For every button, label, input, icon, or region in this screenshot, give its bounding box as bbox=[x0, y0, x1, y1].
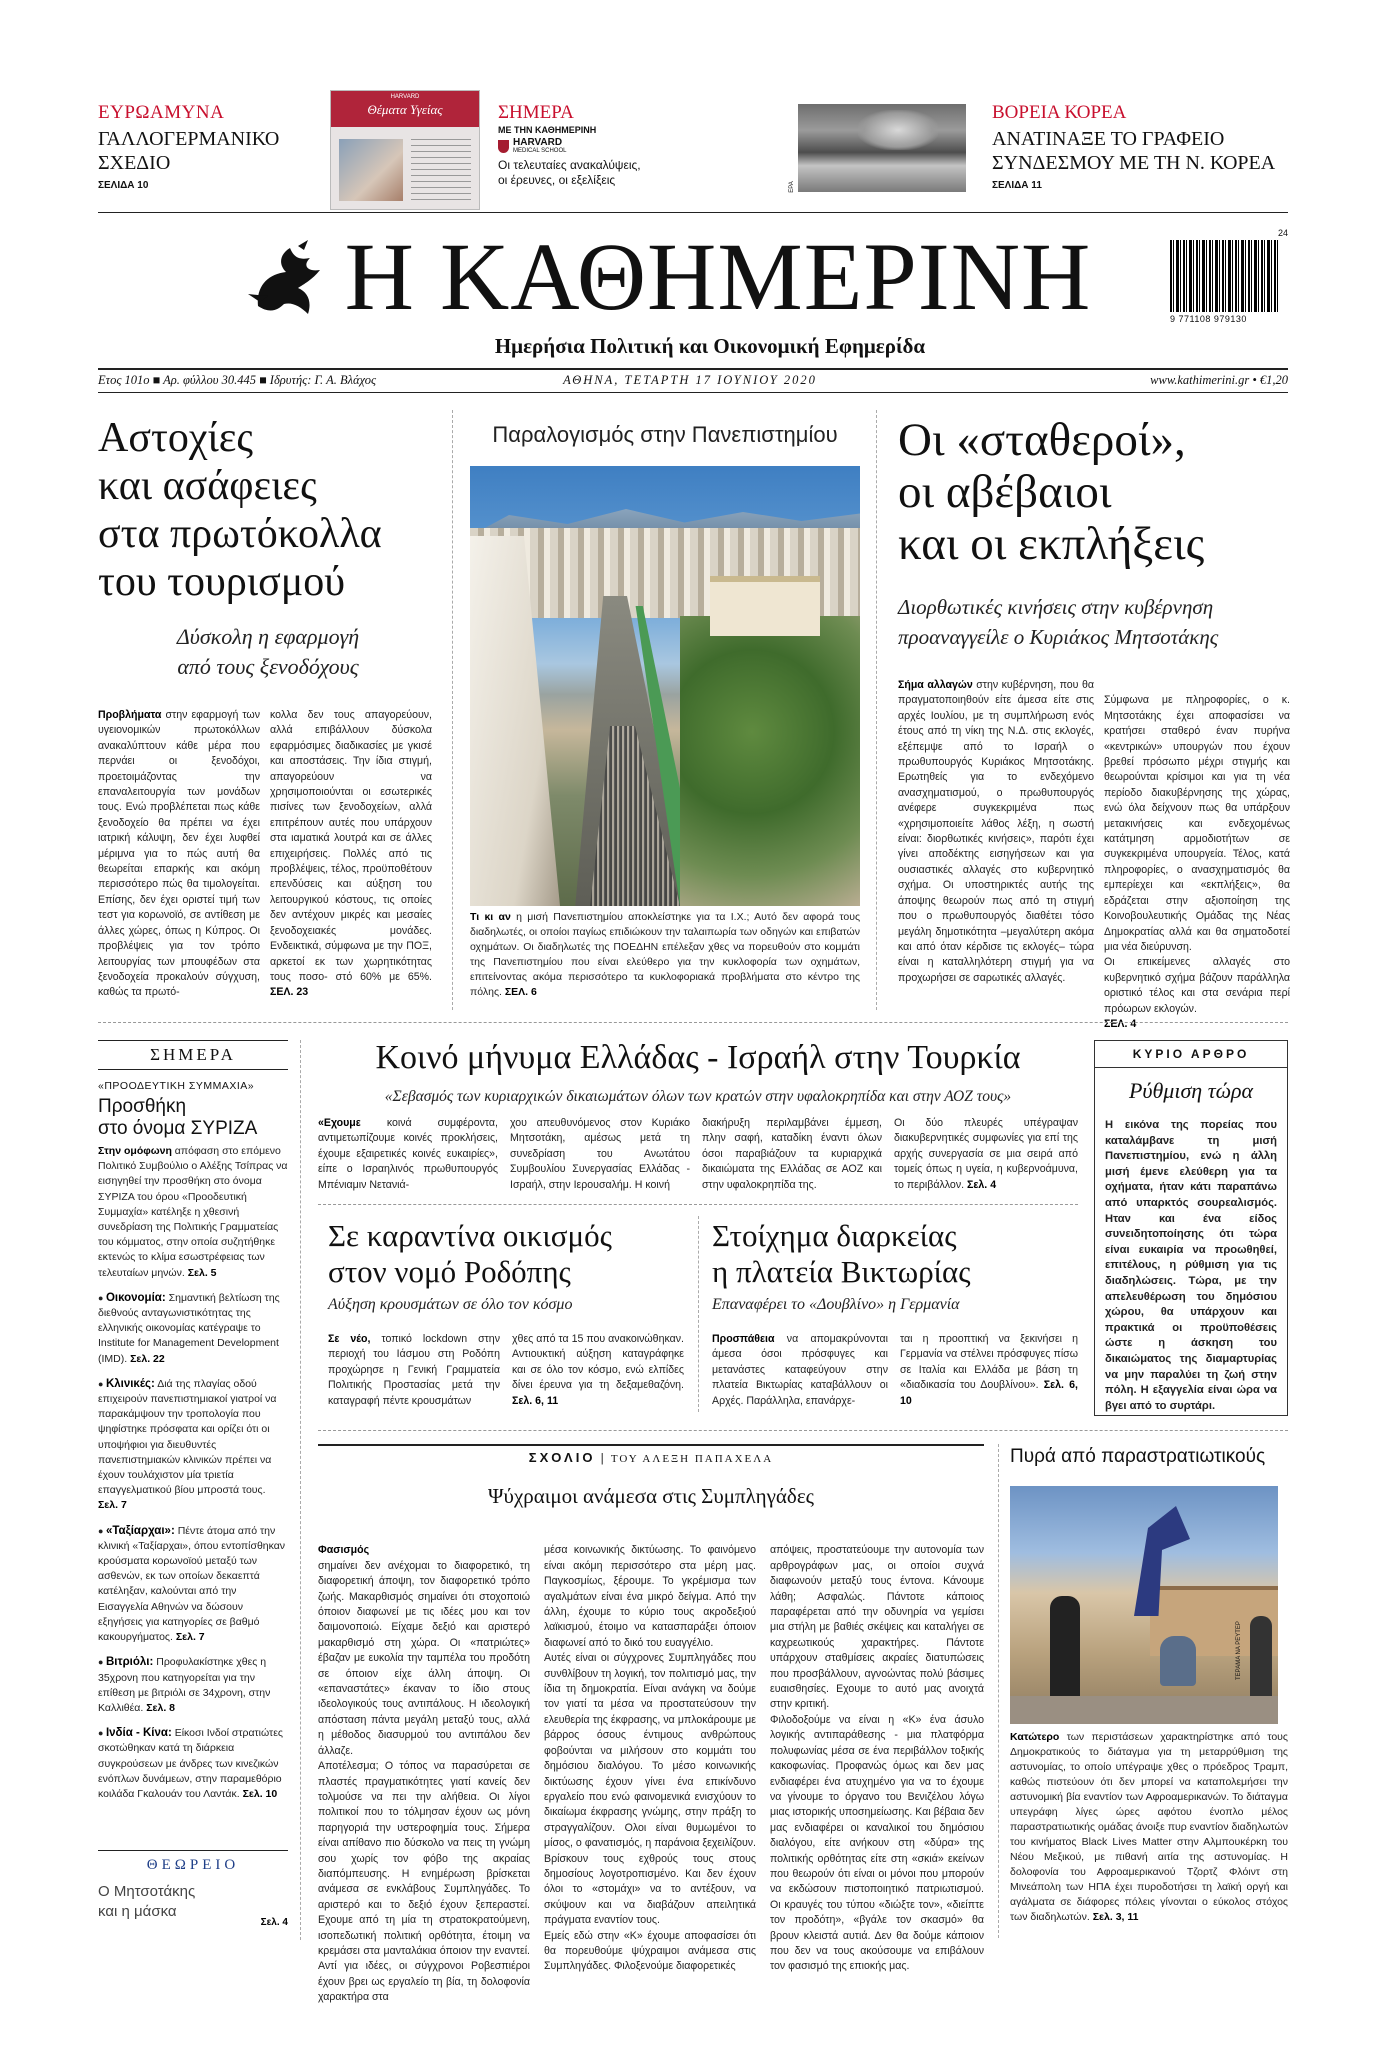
magazine-cover[interactable] bbox=[330, 90, 480, 210]
university-caption-lead: Τι κι αν bbox=[470, 911, 511, 923]
simera-sidebar bbox=[98, 1040, 288, 1940]
commentary-title[interactable]: Ψύχραιμοι ανάμεσα στις Συμπληγάδες bbox=[488, 1484, 814, 1508]
commentary-text-col3: απόψεις, προστατεύουμε την αυτονομία των αρθρογράφων μας, οι οποίοι συχνά διαφωνούν μεταξύ τους έντονα. Κάνουμε λάθη; Ασφαλώς. Πάντοτε κάποιος παραφέρεται από την οδυνηρία να γεμίσει μια στήλη με βαθιές σκέψεις και καταλήγει σε καχρεωτικούς χαρακτήρες. Πάντοτε υπάρχουν σταθμίσεις ακραίες διατυπώσεις που προσβάλλουν, αγνοώντας πολύ βάσιμες ευαισθησίες. Εχουμε το αυτό μας ανοιχτά στην κριτική. Φιλοδοξούμε να είναι η «Κ» ένα άσυλο λογικής αντιπαράθεσης - μια πλατφόρμα πολυφωνίας μέσα σε ένα περιβάλλον τοξικής κακοφωνίας. Προφανώς όμως και δεν μας ενδιαφέρει ένα ατυχημένο για να το έχουμε να γίνουμε το όργανο του Βενιζέλου λόγω μιας ιστορικής υποσημείωσης. Και βέβαια δεν μας ενδιαφέρει οι καναλικοί του δημόσιου διαλόγου, είτε ανήκουν στη «δύρα» της πολιτικής ορθότητας είτε στη «σκιά» εκείνων που θεωρούν ότι είναι οι μόνοι που μπορούν να εκδώσουν πιστοποιητικό πατριωτισμού. Οι κραυγές του τύπου «διώξτε τον», «διείπτε τον προδότη», «βγάλε τον σκασμό» θα βρουν κλειστά αυτιά. Δεν θα δούμε κάποιον που δεν να τους ακούσουμε να επιβάλουν τον φασισμό της επιοκής μας. bbox=[770, 1544, 984, 1973]
tourism-page-ref: ΣΕΛ. 23 bbox=[270, 986, 309, 999]
commentary-body-col1 bbox=[318, 1528, 530, 2004]
commentary-label: ΣΧΟΛΙΟ bbox=[528, 1450, 596, 1465]
rodopi-body-col1 bbox=[328, 1332, 500, 1412]
simera-brief-text: Προφυλακίστηκε χθες η 35χρονη που κατηγορείται για την επίθεση με βιτριόλι σε 34χρονη, στην Καλλιθέα. bbox=[98, 1656, 271, 1714]
griffin-icon bbox=[238, 236, 338, 326]
simera-brief-item[interactable] bbox=[98, 1377, 288, 1514]
simera-brief-title: Ινδία - Κίνα: bbox=[105, 1727, 172, 1740]
barcode bbox=[1170, 228, 1288, 328]
teaser-right-title bbox=[992, 127, 1312, 175]
israel-body-col1 bbox=[318, 1116, 498, 1194]
victoria-headline-line: Στοίχημα διαρκείας bbox=[712, 1218, 957, 1253]
photo-person-2 bbox=[1160, 1636, 1196, 1686]
commentary-text-col1: σημαίνει δεν ανέχομαι το διαφορετικό, τη διαφορετική άποψη, τον διαφορετικό τρόπο ζωής. Μακαρθισμός σημαίνει ότι στοχοποιώ όποιον διαφωνεί με τις ιδέες μου και τον δαιμονοποιώ. Είχαμε δεξιό και αριστερό μακαρθισμό στη χώρα. Οι «πατριώτες» έβαζαν με ευκολία την ταμπέλα του προδότη σε όποιον είχε άλλη άποψη. Οι «επαναστάτες» έκαναν το ίδιο στους ιδεολογικούς τους αντιπάλους. Η ιδεολογική απόσταση πάντα μεγάλη μεταξύ τους, αλλά η μέθοδος διασυρμού του αντιπάλου δεν άλλαζε. Αποτέλεσμα; Ο τόπος να παρασύρεται σε πλαστές πραγματικότητες γιατί κανείς δεν τολμούσε να πει την αλήθεια. Οι λίγοι πολιτικοί που το τόλμησαν έχουν ως μόνη παρηγοριά την υστεροφημία τους. Σήμερα είναι απίθανο πιο δύσκολο να πεις τη γνώμη σου χωρίς τον φόβο της ακραίας διαπόμπευσης. Η ενημέρωση βρίσκεται ανάμεσα σε ενκλάβους Συμπληγάδες. Το αριστερό και το δεξιό έχουν ξεπεραστεί. Εχουμε από τη μία τη στρατοκρατούμενη, ισοπεδωτική πολιτική ορθότητα, έτοιμη να κρεμάσει στα μανταλάκια όποιον την εναντεί. Αντί για ιδέες, οι σύγχρονοι Ροβεσπιέροι έχουν βρει ως εργαλείο τη βία, τη δολοφονία χαρακτήρα στα bbox=[318, 1559, 530, 2004]
paramilitary-headline: Πυρά από παραστρατιωτικούς bbox=[1010, 1446, 1266, 1467]
commentary-body-col2 bbox=[544, 1528, 756, 1973]
col-divider bbox=[300, 1040, 301, 1940]
rodopi-text-col1: τοπικό lockdown στην περιοχή του Ιάσμου στη Ροδόπη προχώρησε η Γενική Γραμματεία Πολιτικής Προστασίας μετά την καταγραφή πέντε κρουσμάτων bbox=[328, 1333, 500, 1407]
israel-body-col4 bbox=[894, 1116, 1078, 1194]
tourism-headline[interactable] bbox=[98, 414, 438, 606]
simera-brief-title: «Ταξίαρχαι»: bbox=[105, 1524, 175, 1537]
harvard-brand-sub: MEDICAL SCHOOL bbox=[513, 148, 567, 154]
paramilitary-caption bbox=[1010, 1730, 1288, 1938]
commentary-author: ΤΟΥ ΑΛΕΞΗ ΠΑΠΑΧΕΛΑ bbox=[610, 1453, 774, 1465]
dateline-right: www.kathimerini.gr • €1,20 bbox=[1150, 373, 1288, 387]
commentary-text-col2: μέσα κοινωνικής δικτύωσης. Το φαινόμενο είναι ακόμη περισσότερο στα μέρη μας. Παγκοσμίως, ξέρουμε. Το γκρέμισμα των αγαλμάτων είναι ένα μικρό δείγμα. Από την άλλη, έχουμε το κύριο τους ακροδεξιού λαϊκισμού, έτοιμο να κατασπαράξει όποιον διαφωνεί από το δικό του ευαγγέλιο. Αυτές είναι οι σύγχρονες Συμπληγάδες που συνθλίβουν τη λογική, τον πολιτισμό μας, την ίδια τη δημοκρατία. Είναι ανάγκη να δούμε τον γιατί τα μέσα να προστατεύσουν την ελευθερία της έκφρασης, να μπλοκάρουμε με βάρρος όσους έντιμους ανθρώπους φοβούνται να μιλήσουν στο κομμάτι του δημόσιου διαλόγου. Το μέσο κοινωνικής δικτύωσης έχουν γίνει ένα επικίνδυνο εργαλείο που ενώ φαινομενικά ενισχύουν το δικαίωμα έκφρασης γνώμης, στην πράξη το στραγγαλίζουν. Ολοι είναι θυμωμένοι το μίσος, ο φανατισμός, η παράνοια ξεχειλίζουν. Βρίσκουν τους εχθρούς τους στους δημοσίους λογοτροπισμένο. Και δεν έχουν όλοι το «στομάχι» να το αντέξουν, να σκύψουν και να διαβάζουν απειλητικά πράγματα εναντίον τους. Εμείς εδώ στην «Κ» έχουμε αποφασίσει ότι θα πορευθούμε ψύχραιμοι ανάμεσα στις Συμπληγάδες. Φιλοξενούμε διαφορετικές bbox=[544, 1544, 756, 1973]
simera-brief-item[interactable] bbox=[98, 1655, 288, 1716]
cabinet-subtitle-line: Διορθωτικές κινήσεις στην κυβέρνηση bbox=[898, 595, 1214, 619]
cabinet-page-ref: ΣΕΛ. 4 bbox=[1104, 1017, 1137, 1030]
tourism-subtitle bbox=[98, 622, 438, 682]
theoreio-title bbox=[98, 1882, 288, 1922]
rodopi-headline-line: στον νομό Ροδόπης bbox=[328, 1254, 571, 1289]
theoreio-title-line: και η μάσκα bbox=[98, 1903, 177, 1920]
theoreio-page-ref: Σελ. 4 bbox=[260, 1917, 288, 1928]
teaser-middle-desc-line: οι έρευνες, οι εξελίξεις bbox=[498, 173, 616, 187]
simera-brief-title: Οικονομία: bbox=[105, 1291, 166, 1304]
israel-text-col2: χου απευθυνόμενος στον Κυριάκο Μητσοτάκη, αμέσως μετά τη συνεδρίαση του Ανωτάτου Συμβουλίου Συνεργασίας Ελλάδας - Ισραήλ, στην Ιερουσαλήμ. Η κοινή bbox=[510, 1117, 690, 1191]
simera-header-text: ΣΗΜΕΡΑ bbox=[150, 1045, 236, 1064]
cabinet-body-col2 bbox=[1104, 678, 1290, 1030]
tourism-headline-line: Αστοχίες bbox=[98, 415, 254, 461]
teaser-left-title-line: ΓΑΛΛΟΓΕΡΜΑΝΙΚΟ bbox=[98, 128, 280, 150]
rodopi-page-ref: Σελ. 6, 11 bbox=[512, 1394, 559, 1407]
editorial-box[interactable] bbox=[1094, 1040, 1288, 1416]
harvard-logo bbox=[498, 138, 718, 155]
simera-brief-item[interactable] bbox=[98, 1524, 288, 1646]
magazine-lines bbox=[411, 139, 471, 201]
simera-brief-item[interactable] bbox=[98, 1726, 288, 1802]
teaser-left-kicker: ΕΥΡΩΑΜΥΝΑ bbox=[98, 102, 225, 123]
victoria-text-col1: να απομακρύνονται άμεσα όσοι πρόσφυγες και μετανάστες καταφεύγουν στην πλατεία Βικτωρίας καταβάλλουν οι Αρχές. Παράλληλα, επανάρχε- bbox=[712, 1333, 888, 1407]
rodopi-body-col2 bbox=[512, 1332, 684, 1412]
israel-body-col3 bbox=[702, 1116, 882, 1194]
photo-neoclassical-building bbox=[710, 576, 820, 636]
cabinet-lead: Σήμα αλλαγών bbox=[898, 679, 973, 691]
dateline-left: Ετος 101ο ■ Αρ. φύλλου 30.445 ■ Ιδρυτής: Γ. Α. Βλάχος bbox=[98, 373, 377, 387]
paramilitary-caption-text: των περιστάσεων χαρακτηρίστηκε από τους Δημοκρατικούς το διάταγμα για τη μεταρρύθμιση της αστυνομίας, το οποίο υπέγραψε χθες ο πρόεδρος Τραμπ, καθώς πιστεύουν ότι δεν μπορεί να καταπολεμήσει την αστυνομική βία εναντίον των Αφροαμερικανών. Το διάταγμα υπεγράφη λίγες ώρες αφότου ένοπλο μέλος παραστρατιωτικής ομάδας άνοιξε πυρ εναντίον διαδηλωτών του κινήματος Black Lives Matter στην Αλμπουκέρκη του Νέου Μεξικού, με πιθανή αιτία της αστυνομίας. Η δολοφονία του Αφροαμερικανού Τζορτζ Φλόιντ στη Μινεάπολη των ΗΠΑ έχει πυροδοτήσει τη λαϊκή οργή και αγάλματα σε διάφορες πόλεις γίνονται ο εύκολος στόχος των διαδηλωτών. bbox=[1010, 1731, 1288, 1923]
masthead-logo bbox=[238, 236, 338, 326]
tourism-text-col2: κολλα δεν τους απαγορεύουν, αλλά επιβάλλουν δύσκολα εφαρμόσιμες διαδικασίες με γκισέ και αποστάσεις. Την ίδια στιγμή, απαγορεύουν να χρησιμοποιούνται οι εσωτερικές πισίνες των ξενοδοχείων, αλλά επιτρέπουν αυτές που υπάρχουν στα ιαματικά λουτρά και σε άλλες επιχειρήσεις. Πολλές από τις προβλέψεις, τέλος, προϋποθέτουν επενδύσεις και αύξηση του λειτουργικού κόστους, τις οποίες δεν αντέχουν μικρές και μεσαίες ξενοδοχειακές μονάδες. Ενδεικτικά, σύμφωνα με την ΠΟΞ, αρκετοί εκ των χωρητικότητας τους ποσο- bbox=[270, 709, 432, 983]
cabinet-subtitle bbox=[898, 592, 1298, 652]
israel-page-ref: Σελ. 4 bbox=[967, 1178, 997, 1191]
simera-brief-ref: Σελ. 10 bbox=[242, 1787, 278, 1800]
tourism-subtitle-line: Δύσκολη η εφαρμογή bbox=[176, 624, 360, 649]
university-page-ref: ΣΕΛ. 6 bbox=[504, 986, 537, 998]
bullet-icon: ● bbox=[98, 1657, 106, 1668]
teaser-middle[interactable] bbox=[498, 102, 718, 202]
teaser-middle-desc bbox=[498, 158, 718, 188]
tourism-text-col2-end: στό 60% με 65%. bbox=[335, 970, 432, 983]
col-divider bbox=[698, 1216, 699, 1412]
simera-brief-ref: Σελ. 22 bbox=[130, 1352, 165, 1365]
bullet-icon: ● bbox=[98, 1378, 106, 1389]
bullet-icon: ● bbox=[98, 1728, 106, 1739]
simera-brief-ref: Σελ. 7 bbox=[98, 1499, 127, 1512]
rodopi-lead: Σε νέο, bbox=[328, 1333, 371, 1345]
commentary-header bbox=[318, 1444, 984, 1466]
shield-icon bbox=[498, 140, 509, 153]
teaser-middle-line1: ΜΕ ΤΗΝ ΚΑΘΗΜΕΡΙΝΗ bbox=[498, 125, 597, 135]
victoria-headline[interactable] bbox=[712, 1218, 1082, 1290]
teaser-left-title-line: ΣΧΕΔΙΟ bbox=[98, 152, 171, 174]
teaser-right[interactable] bbox=[992, 102, 1312, 202]
magazine-brand: HARVARD bbox=[390, 94, 420, 100]
paramilitary-photo-credit: ΤΕΡΑΜΑ ΝΑ ΡΕΥΤΕΡ bbox=[1236, 1621, 1242, 1680]
theoreio-title-line: Ο Μητσοτάκης bbox=[98, 1883, 196, 1900]
teaser-left[interactable] bbox=[98, 102, 318, 202]
victoria-lead: Προσπάθεια bbox=[712, 1333, 775, 1345]
barcode-bars bbox=[1170, 240, 1278, 312]
simera-title-line: στο όνομα ΣΥΡΙΖΑ bbox=[98, 1118, 258, 1139]
university-photo-headline: Παραλογισμός στην Πανεπιστημίου bbox=[492, 422, 838, 447]
simera-brief-text: Σημαντική βελτίωση της διεθνούς ανταγωνιστικότητας της ελληνικής οικονομίας κατέγραψε το Institute for Management Development (IMD). bbox=[98, 1291, 280, 1365]
university-caption bbox=[470, 910, 860, 1010]
col-divider bbox=[452, 410, 453, 1010]
rodopi-headline-line: Σε καραντίνα οικισμός bbox=[328, 1218, 612, 1253]
simera-text-ref: Σελ. 5 bbox=[187, 1266, 217, 1279]
simera-body: απόφαση στο επόμενο Πολιτικό Συμβούλιο ο Αλέξης Τσίπρας να εισηγηθεί την προσθήκη στο όνομα ΣΥΡΙΖΑ του όρου «Προοδευτική Συμμαχία» κατέληξε η χθεσινή συνεδρίαση της Πολιτικής Γραμματείας του κόμματος, στην οποία συζητήθηκε εκτενώς το κλίμα εσωστρέφειας των τελευταίων μηνών. bbox=[98, 1145, 288, 1279]
section-divider bbox=[98, 1022, 1288, 1023]
rodopi-headline[interactable] bbox=[328, 1218, 688, 1290]
photo-park bbox=[680, 616, 860, 906]
section-divider bbox=[318, 1204, 1078, 1205]
col-divider bbox=[998, 1444, 999, 1938]
magazine-header bbox=[331, 91, 479, 127]
smoke-plume bbox=[858, 110, 938, 150]
cabinet-headline-line: και οι εκπλήξεις bbox=[898, 518, 1205, 570]
tourism-body-col1 bbox=[98, 708, 260, 1016]
simera-text bbox=[98, 1144, 288, 1281]
victoria-text-col2: ται η προοπτική να ξεκινήσει η Γερμανία να στέλνει πρόσφυγες πίσω σε Ιταλία και Ελλάδα με βάση τη «διαδικασία του Δουβλίνου». bbox=[900, 1333, 1078, 1392]
photo-ground bbox=[1010, 1696, 1278, 1724]
dateline-center: ΑΘΗΝΑ, ΤΕΤΑΡΤΗ 17 ΙΟΥΝΙΟΥ 2020 bbox=[563, 373, 817, 387]
cabinet-headline[interactable] bbox=[898, 414, 1298, 570]
simera-brief-title: Βιτριόλι: bbox=[105, 1656, 154, 1669]
teaser-right-title-line: ΑΝΑΤΙΝΑΞΕ ΤΟ ΓΡΑΦΕΙΟ bbox=[992, 128, 1225, 150]
editorial-text: Η εικόνα της πορείας που καταλάμβανε τη μισή Πανεπιστημίου, ενώ η άλλη μισή έμενε ελεύθερη για τα οχήματα, ήταν κάτι παραπάνω από υπαρκτός σουρεαλισμός. Ηταν και ένα είδος συνειδητοποίησης ότι τώρα είναι ευκαιρία να προωθηθεί, επιτέλους, η ρύθμιση για τις διαδηλώσεις. Τώρα, με την απελευθέρωση του δημόσιου χώρου, θα υπάρχουν και πρακτικά οι προϋποθέσεις ώστε η άσκηση του δικαιώματος της διαμαρτυρίας να μην παραλύει τη ζωή στην πόλη. Η εξαγγελία είναι ώρα να βγει από το συρτάρι. bbox=[1105, 1119, 1277, 1412]
north-korea-photo[interactable] bbox=[788, 104, 966, 193]
tourism-headline-line: και ασάφειες bbox=[98, 463, 317, 509]
masthead-subtitle: Ημερήσια Πολιτική και Οικονομική Εφημερίδα bbox=[494, 334, 926, 358]
north-korea-photo-credit: EPA bbox=[788, 181, 795, 193]
simera-title-line: Προσθήκη bbox=[98, 1096, 187, 1117]
simera-title[interactable] bbox=[98, 1096, 288, 1140]
cabinet-text-col2: Σύμφωνα με πληροφορίες, ο κ. Μητσοτάκης έχει αποφασίσει να κρατήσει σταθερό έναν πυρήνα «κεντρικών» υπουργών που έχουν βρεθεί πρόσωπο μέχρι στιγμής και θεωρούνται κρίσιμοι και για τη νέα περίοδο διακυβέρνησης της χώρας, ενώ όλα δείχνουν πως θα υπάρξουν μετακινήσεις και ενδεχομένως κατάτμηση αρμοδιοτήτων σε συγκεκριμένα υπουργεία. Τέλος, κατά πληροφορίες, ο ανασχηματισμός θα εμπερίεχει και «εκπλήξεις», θα εδράζεται στην αξιοποίηση της Κοινοβουλευτικής Ομάδας της Νέας Δημοκρατίας αλλά και θα σηματοδοτεί μια νέα διεύρυνση. Οι επικείμενες αλλαγές στο κυβερνητικό σχήμα βάζουν παράλληλα οριστικό τέλος και στα σενάρια περί πρόωρων εκλογών. bbox=[1104, 694, 1290, 1015]
israel-subtitle: «Σεβασμός των κυριαρχικών δικαιωμάτων όλων των κρατών στην υφαλοκρηπίδα και στην ΑΟΖ τους» bbox=[384, 1088, 1012, 1105]
teaser-left-page: ΣΕΛΙΔΑ 10 bbox=[98, 180, 149, 191]
commentary-separator: | bbox=[600, 1450, 606, 1465]
simera-lead: Στην ομόφωνη bbox=[98, 1145, 172, 1157]
magazine-title: Θέματα Υγείας bbox=[367, 102, 443, 117]
victoria-body-col2 bbox=[900, 1332, 1078, 1412]
bullet-icon: ● bbox=[98, 1525, 106, 1536]
photo-person-3 bbox=[1250, 1616, 1272, 1706]
cabinet-headline-line: Οι «σταθεροί», bbox=[898, 414, 1186, 466]
theoreio-header: ΘΕΩΡΕΙΟ bbox=[146, 1857, 240, 1873]
victoria-headline-line: η πλατεία Βικτωρίας bbox=[712, 1254, 971, 1289]
editorial-header: ΚΥΡΙΟ ΑΡΘΡΟ bbox=[1095, 1041, 1287, 1068]
tourism-lead: Προβλήματα bbox=[98, 709, 162, 721]
top-rule bbox=[98, 212, 1288, 213]
cabinet-headline-line: οι αβέβαιοι bbox=[898, 466, 1112, 518]
teaser-left-title bbox=[98, 127, 318, 175]
israel-text-col4: Οι δύο πλευρές υπέγραψαν διακυβερνητικές συμφωνίες για επί της αρχής συνεργασία σε μια σειρά από τομείς όπως η υγεία, η κυβερνοάμυνα, το περιβάλλον. bbox=[894, 1117, 1078, 1191]
israel-text-col1: κοινά συμφέροντα, αντιμετωπίζουμε κοινές προκλήσεις, έχουμε εξαιρετικές κοινές ευκαιρίες», είπε ο Ισραηλινός πρωθυπουργός Μπένιαμιν Νετανιά- bbox=[318, 1117, 498, 1191]
magazine-image bbox=[339, 139, 403, 201]
israel-lead: «Εχουμε bbox=[318, 1117, 361, 1129]
harvard-brand: HARVARD bbox=[513, 137, 563, 148]
cabinet-body-col1 bbox=[898, 678, 1094, 1008]
cabinet-text-col1: στην κυβέρνηση, που θα πραγματοποιηθούν είτε άμεσα είτε στις αρχές Ιουλίου, με τη συμπλήρωση ενός έτους από τη νίκη της Ν.Δ. στις εκλογές, εξέπεμψε από το Ισραήλ ο πρωθυπουργός Κυριάκος Μητσοτάκης. Ερωτηθείς για το ενδεχόμενο ανασχηματισμού, ο πρωθυπουργός ανέφερε συγκεκριμένα πως «χρησιμοποιείτε λάθος λέξη, η σωστή είναι: διορθωτικές κινήσεις», παρότι έχει γίνει αποδέκτης εισηγήσεων και για ουσιαστικές αλλαγές στο κυβερνητικό σχήμα. Οι υποστηρικτές αυτής της άποψης θεωρούν πως από τη στιγμή που ο πρωθυπουργός διαθέτει τόσο μεγάλη δημοτικότητα –μεγαλύτερη ακόμα και από όταν κέρδισε τις εκλογές– τώρα είναι η καταλληλότερη στιγμή για να προχωρήσει σε σαρωτικές αλλαγές. bbox=[898, 679, 1094, 984]
masthead-title: Η ΚΑΘΗΜΕΡΙΝΗ bbox=[344, 223, 1092, 330]
paramilitary-photo[interactable] bbox=[1010, 1486, 1278, 1724]
rodopi-subtitle: Αύξηση κρουσμάτων σε όλο τον κόσμο bbox=[328, 1296, 573, 1313]
victoria-body-col1 bbox=[712, 1332, 888, 1412]
col-divider bbox=[876, 410, 877, 1010]
tourism-subtitle-line: από τους ξενοδόχους bbox=[177, 654, 359, 679]
tourism-body-col2 bbox=[270, 708, 432, 1016]
teaser-middle-desc-line: Οι τελευταίες ανακαλύψεις, bbox=[498, 158, 641, 172]
bullet-icon: ● bbox=[98, 1292, 106, 1303]
simera-brief-title: Κλινικές: bbox=[105, 1377, 155, 1390]
simera-header bbox=[98, 1040, 288, 1070]
university-photo[interactable] bbox=[470, 466, 860, 906]
tourism-headline-line: του τουρισμού bbox=[98, 559, 346, 605]
victoria-page-ref: Σελ. 6, 10 bbox=[900, 1379, 1078, 1407]
simera-briefs bbox=[98, 1291, 288, 1802]
simera-brief-text: Διά της πλαγίας οδού επιχειρούν πανεπιστημιακοί γιατροί να παρακάμψουν την τροπολογία που ψηφίστηκε πρόσφατα και ορίζει ότι οι υποψήφιοι για διευθυντές πανεπιστημιακών κλινικών πρέπει να έχουν τουλάχιστον μία τριετία επαγγελματικού βίου μπροστά τους. bbox=[98, 1377, 277, 1497]
israel-text-col3: διακήρυξη περιλαμβάνει έμμεση, πλην σαφή, καταδίκη έναντι όλων όσοι παραβιάζουν τα κυριαρχικά δικαιώματα της Ελλάδας σε ΑΟΖ και στην υφαλοκρηπίδα της. bbox=[702, 1117, 882, 1191]
israel-headline[interactable]: Κοινό μήνυμα Ελλάδας - Ισραήλ στην Τουρκία bbox=[375, 1039, 1021, 1076]
israel-body-col2 bbox=[510, 1116, 690, 1194]
university-caption-text: η μισή Πανεπιστημίου αποκλείστηκε για τα Ι.Χ.; Αυτό δεν αφορά τους διαδηλωτές, οι οποίοι παγίως επιδιώκουν την ταλαιπωρία των οδηγών και επιβατών οχημάτων. Οι διαδηλωτές της ΠΟΕΔΗΝ επέλεξαν χθες να πορευθούν στο κομμάτι της Πανεπιστημίου που είναι ελεύθερο για την κυκλοφορία των οχημάτων, επιτείνοντας ακόμα περισσότερο τα κυκλοφοριακά προβλήματα στο κέντρο της πόλης. bbox=[470, 911, 860, 998]
paramilitary-lead: Κατώτερο bbox=[1010, 1731, 1060, 1743]
commentary-body-col3 bbox=[770, 1528, 984, 1973]
section-divider bbox=[318, 1430, 1288, 1431]
barcode-top-number: 24 bbox=[1277, 228, 1288, 238]
teaser-right-page: ΣΕΛΙΔΑ 11 bbox=[992, 180, 1042, 191]
simera-tag: «ΠΡΟΟΔΕΥΤΙΚΗ ΣΥΜΜΑΧΙΑ» bbox=[98, 1080, 255, 1092]
barcode-number: 9 771108 979130 bbox=[1170, 314, 1247, 324]
editorial-title: Ρύθμιση τώρα bbox=[1128, 1078, 1254, 1103]
simera-brief-ref: Σελ. 7 bbox=[175, 1631, 205, 1644]
commentary-lead: Φασισμός bbox=[318, 1544, 370, 1557]
dateline-bottom-rule bbox=[98, 392, 1288, 393]
simera-brief-ref: Σελ. 8 bbox=[146, 1701, 176, 1714]
cabinet-subtitle-line: προαναγγείλε ο Κυριάκος Μητσοτάκης bbox=[898, 625, 1219, 649]
dateline-top-rule bbox=[98, 368, 1288, 370]
photo-person-1 bbox=[1050, 1596, 1080, 1706]
teaser-right-title-line: ΣΥΝΔΕΣΜΟΥ ΜΕ ΤΗ Ν. ΚΟΡΕΑ bbox=[992, 152, 1276, 174]
rodopi-text-col2: χθες από τα 15 που ανακοινώθηκαν. Αντιουκτική αύξηση καταγράφηκε και σε όλο τον κόσμο, ενώ ελπίδες δίνει έρευνα για τη δεξαμεθαζόνη. bbox=[512, 1333, 684, 1392]
teaser-right-kicker: ΒΟΡΕΙΑ ΚΟΡΕΑ bbox=[992, 102, 1127, 123]
theoreio-box[interactable] bbox=[98, 1850, 288, 1934]
paramilitary-page-ref: Σελ. 3, 11 bbox=[1092, 1911, 1139, 1923]
simera-brief-text: Είκοσι Ινδοί στρατιώτες σκοτώθηκαν κατά τη διάρκεια συγκρούσεων με άνδρες των κινεζικών ενόπλων δυνάμεων, στην παραμεθόριο κοιλάδα Γκαλουάν του Λαντάκ. bbox=[98, 1727, 283, 1800]
simera-brief-item[interactable] bbox=[98, 1291, 288, 1367]
tourism-text-col1: στην εφαρμογή των υγειονομικών πρωτοκόλλων ανακαλύπτουν κάθε μέρα που περνάει οι ξενοδόχοι, προετοιμάζοντας την επαναλειτουργία των μονάδων τους. Ενώ προβλέπεται πως κάθε ξενοδοχείο θα πρέπει να έχει ιατρική κάλυψη, δεν έχει λυφθεί μέριμνα για το πώς αυτή θα θεωρείται επαρκής και ακόμη περισσότερο πώς θα τιμολογείται. Επίσης, δεν έχει οριστεί τιμή των τεστ για κορωνοϊό, σε αντίθεση με άλλες χώρες, όπως η Κύπρος. Οι προβλέψεις για τον τρόπο λειτουργίας των μπουφέδων στα ξενοδοχεία προκαλούν σύγχυση, καθώς τα πρωτό- bbox=[98, 709, 261, 999]
simera-brief-text: Πέντε άτομα από την κλινική «Ταξίαρχαι», όπου εντοπίσθηκαν κρούσματα κορωνοϊού μεταξύ των ασθενών, εκ των οποίων δεκαεπτά κατέληξαν, καλούνται από την Εισαγγελία Αθηνών να δώσουν εξηγήσεις για κατηγορίες σε βαθμό κακουργήματος. bbox=[98, 1524, 286, 1644]
teaser-middle-kicker: ΣΗΜΕΡΑ bbox=[498, 102, 574, 123]
tourism-headline-line: στα πρωτόκολλα bbox=[98, 511, 382, 557]
victoria-subtitle: Επαναφέρει το «Δουβλίνο» η Γερμανία bbox=[712, 1296, 960, 1313]
